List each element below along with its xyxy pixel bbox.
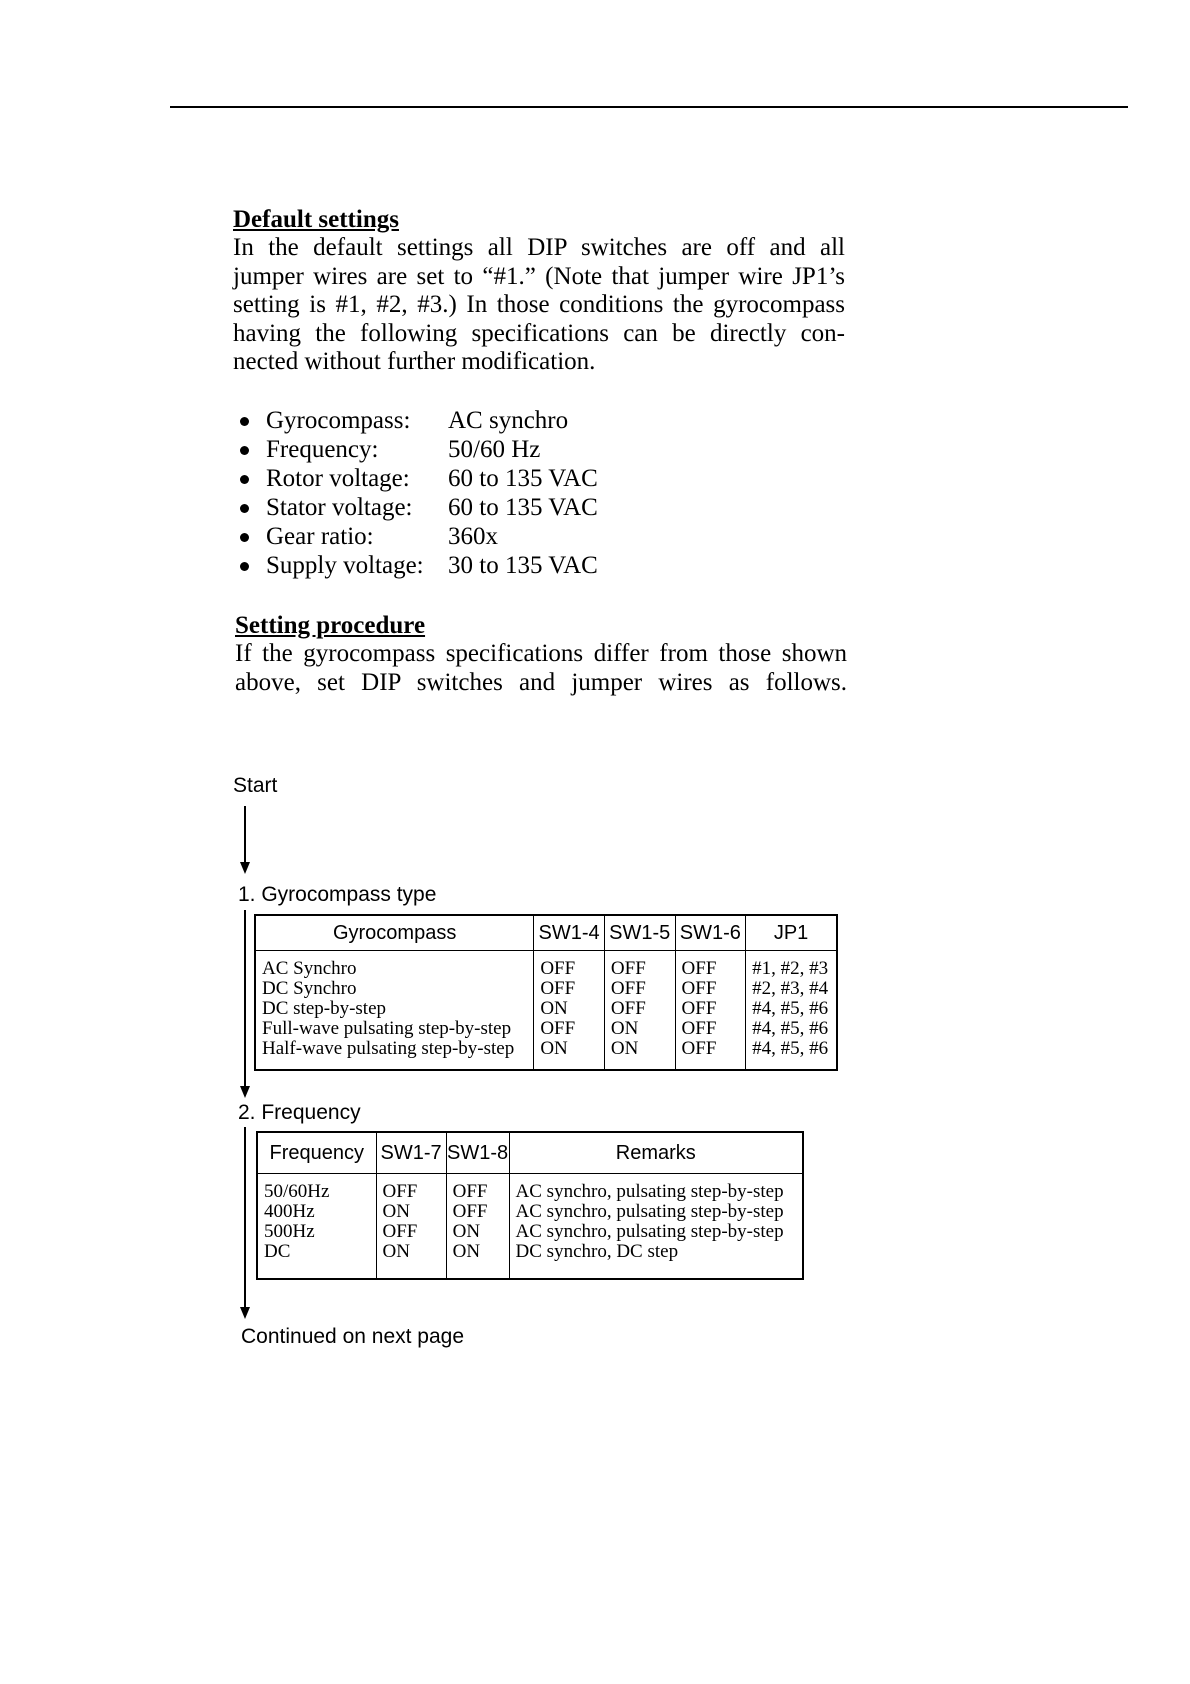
cell-line: OFF [452, 1181, 488, 1202]
cell-line: ON [452, 1241, 481, 1262]
cell-line: OFF [452, 1201, 488, 1222]
spec-value: AC synchro [448, 407, 569, 434]
table-cell-gyrocompass [255, 951, 534, 1071]
spec-value: 30 to 135 VAC [448, 552, 598, 579]
table-cell-frequency [257, 1174, 376, 1280]
spec-value: 50/60 Hz [448, 436, 541, 463]
cell-line: OFF [610, 958, 646, 979]
cell-line: 500Hz [264, 1221, 315, 1242]
cell-line: OFF [540, 1018, 576, 1039]
cell-line: OFF [681, 978, 717, 999]
table-header-cell: Remarks [509, 1132, 803, 1174]
arrow-down-icon [240, 1086, 250, 1098]
cell-line: ON [610, 1018, 639, 1039]
table-cell-sw1-5 [604, 951, 675, 1071]
cell-line: Half-wave pulsating step-by-step [262, 1038, 515, 1059]
cell-line: ON [610, 1038, 639, 1059]
paragraph-line: setting is #1, #2, #3.) In those conditions the gyrocompass [233, 291, 845, 318]
paragraph-line: jumper wires are set to “#1.” (Note that jumper wire JP1’s [233, 262, 845, 290]
paragraph-line: above, set DIP switches and jumper wires as follows. [235, 668, 847, 696]
paragraph-line: In the default settings all DIP switches are off and all [233, 234, 845, 261]
table-cell-sw1-8 [446, 1174, 509, 1280]
spec-value: 60 to 135 VAC [448, 494, 598, 521]
table-header-cell: Gyrocompass [255, 915, 534, 951]
cell-line: OFF [681, 958, 717, 979]
cell-line: DC step-by-step [262, 998, 387, 1019]
spec-label: Stator voltage: [266, 494, 413, 521]
cell-line: AC synchro, pulsating step-by-step [515, 1221, 784, 1242]
cell-line: AC synchro, pulsating step-by-step [515, 1181, 784, 1202]
flow-connector [244, 910, 246, 1090]
table-cell-sw1-4 [534, 951, 605, 1071]
spec-label: Frequency: [266, 436, 379, 463]
setting-procedure-heading: Setting procedure [235, 612, 426, 639]
cell-line: ON [540, 1038, 568, 1059]
cell-line: OFF [681, 998, 717, 1019]
cell-line: 400Hz [264, 1201, 315, 1222]
cell-line: OFF [610, 978, 646, 999]
cell-line: OFF [382, 1221, 418, 1242]
cell-line: OFF [382, 1181, 418, 1202]
table-body-row [255, 951, 837, 1071]
cell-line: Full-wave pulsating step-by-step [262, 1018, 512, 1039]
flow-connector [244, 806, 246, 866]
table-header-cell: Frequency [257, 1132, 376, 1174]
table-body-row [257, 1174, 803, 1280]
paragraph-line: nected without further modification. [233, 348, 596, 375]
cell-line: ON [382, 1201, 410, 1222]
top-rule [170, 106, 1128, 108]
cell-line: DC [264, 1241, 291, 1262]
cell-line: OFF [540, 958, 576, 979]
spec-label: Rotor voltage: [266, 465, 410, 492]
cell-line: ON [382, 1241, 410, 1262]
cell-line: ON [452, 1221, 481, 1242]
setting-procedure-paragraph [235, 640, 847, 697]
cell-line: #1, #2, #3 [752, 958, 829, 979]
arrow-down-icon [240, 1307, 250, 1319]
spec-value: 60 to 135 VAC [448, 465, 598, 492]
table-cell-remarks [509, 1174, 803, 1280]
paragraph-line: having the following specifications can be directly con- [233, 319, 845, 347]
cell-line: OFF [681, 1038, 717, 1059]
spec-value: 360x [448, 523, 498, 550]
cell-line: #4, #5, #6 [752, 1018, 829, 1039]
table-cell-jp1 [746, 951, 837, 1071]
arrow-down-icon [240, 862, 250, 874]
cell-line: AC Synchro [262, 958, 357, 979]
step2-label: 2. Frequency [238, 1101, 361, 1124]
flow-start-label: Start [233, 774, 278, 797]
paragraph-line: If the gyrocompass specifications differ from those shown [235, 640, 847, 667]
step1-label: 1. Gyrocompass type [238, 883, 437, 906]
continued-label: Continued on next page [241, 1325, 465, 1348]
table-cell-sw1-6 [675, 951, 746, 1071]
table-header-cell: JP1 [746, 915, 837, 951]
cell-line: #2, #3, #4 [752, 978, 829, 999]
table-header-row [257, 1132, 803, 1174]
default-settings-paragraph [233, 234, 845, 377]
cell-line: 50/60Hz [264, 1181, 330, 1202]
spec-label: Supply voltage: [266, 552, 424, 579]
flow-connector [244, 1127, 246, 1311]
table-header-cell: SW1-5 [604, 915, 675, 951]
cell-line: OFF [610, 998, 646, 1019]
table-header-cell: SW1-4 [534, 915, 605, 951]
cell-line: DC Synchro [262, 978, 357, 999]
cell-line: OFF [681, 1018, 717, 1039]
cell-line: ON [540, 998, 568, 1019]
table-header-row [255, 915, 837, 951]
gyrocompass-table [254, 914, 838, 1071]
frequency-table [256, 1131, 804, 1280]
table-header-cell: SW1-7 [376, 1132, 446, 1174]
table-header-cell: SW1-6 [675, 915, 746, 951]
cell-line: OFF [540, 978, 576, 999]
default-settings-heading: Default settings [233, 206, 399, 233]
cell-line: #4, #5, #6 [752, 998, 829, 1019]
table-cell-sw1-7 [376, 1174, 446, 1280]
cell-line: #4, #5, #6 [752, 1038, 829, 1059]
table-header-cell: SW1-8 [446, 1132, 509, 1174]
cell-line: DC synchro, DC step [515, 1241, 679, 1262]
cell-line: AC synchro, pulsating step-by-step [515, 1201, 784, 1222]
spec-label: Gyrocompass: [266, 407, 411, 434]
spec-label: Gear ratio: [266, 523, 374, 550]
